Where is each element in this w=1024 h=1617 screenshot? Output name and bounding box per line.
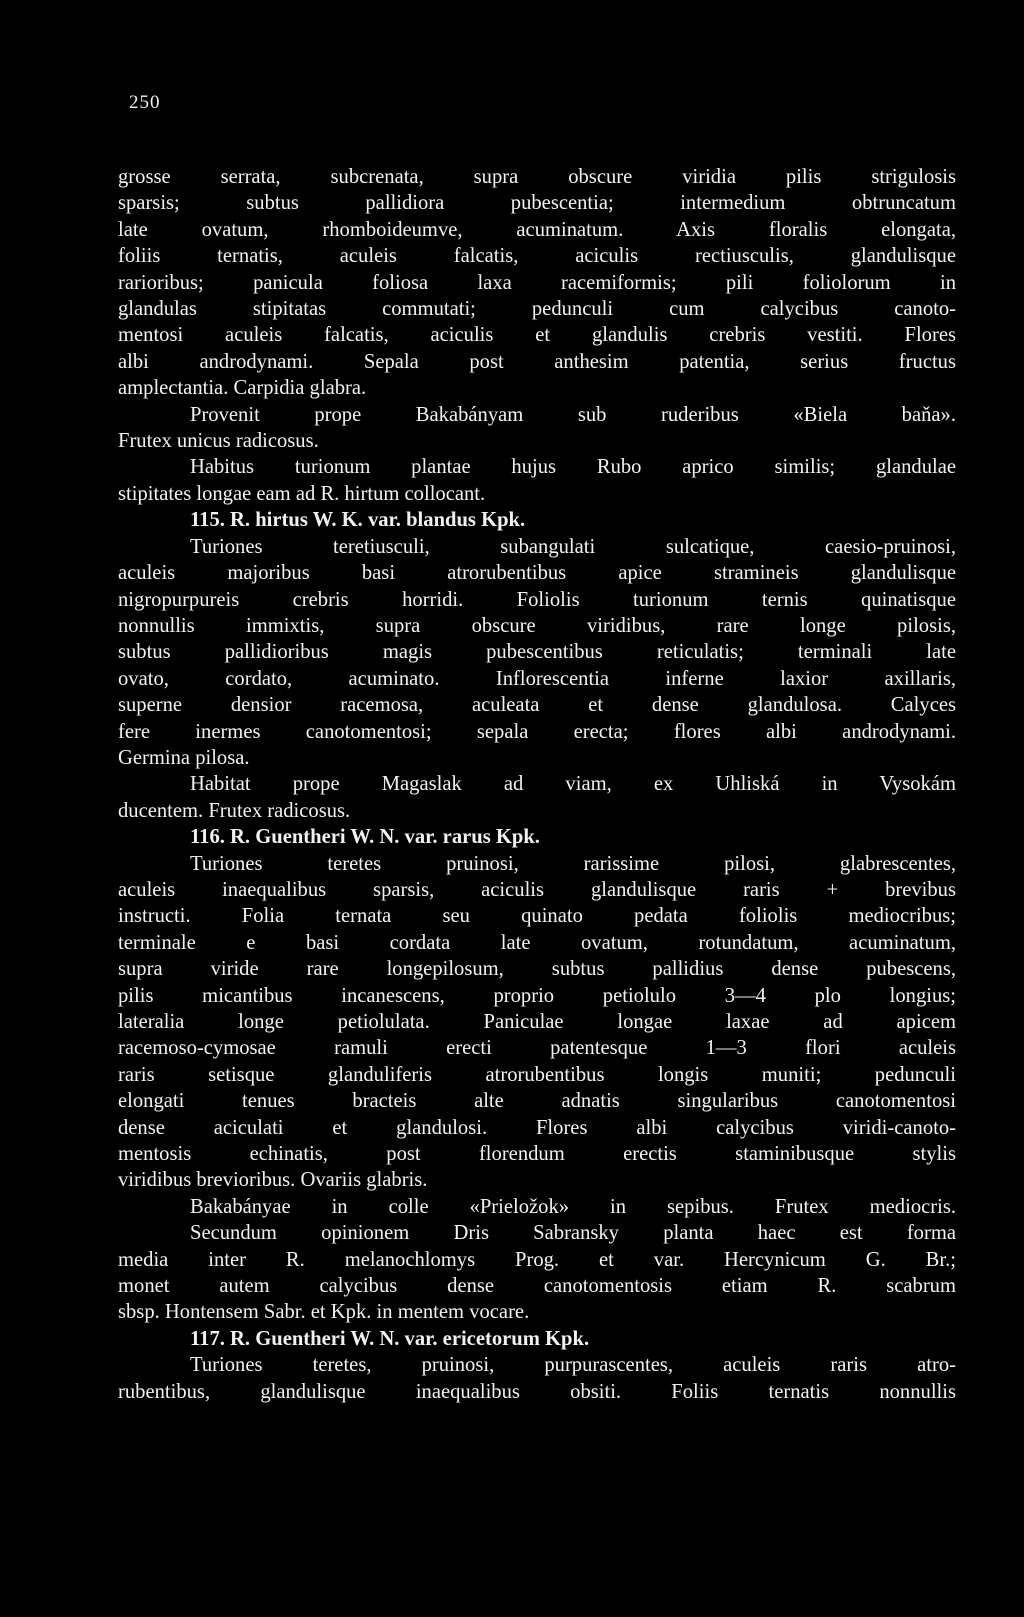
text-line: racemoso-cymosae ramuli erecti patentesque 1—3 flori aculeis [118,1037,956,1060]
text-line: aculeis inaequalibus sparsis, aciculis glandulisque raris + brevibus [118,878,956,901]
text-line: nigropurpureis crebris horridi. Foliolis turionum ternis quinatisque [118,588,956,611]
text-line: aculeis majoribus basi atrorubentibus apice stramineis glandulisque [118,562,956,585]
text-line: grosse serrata, subcrenata, supra obscure viridia pilis strigulosis [118,166,956,188]
text-line: lateralia longe petiolulata. Paniculae longae laxae ad apicem [118,1011,956,1033]
text-line: sparsis; subtus pallidiora pubescentia; intermedium obtruncatum [118,192,956,215]
text-line: fere inermes canotomentosi; sepala erecta; flores albi androdynami. [118,720,956,743]
text-line: amplectantia. Carpidia glabra. [118,377,367,400]
text-line: pilis micantibus incanescens, proprio petiolulo 3—4 plo longius; [118,984,956,1007]
text-line: Turiones teretiusculi, subangulati sulcatique, caesio-pruinosi, [190,535,956,558]
text-line: Turiones teretes, pruinosi, purpurascentes, aculeis raris atro- [190,1354,956,1377]
species-heading: 116. R. Guentheri W. N. var. rarus Kpk. [190,826,540,849]
text-line: rarioribus; panicula foliosa laxa racemiformis; pili foliolorum in [118,271,956,294]
text-line: foliis ternatis, aculeis falcatis, aciculis rectiusculis, glandulisque [118,245,956,268]
species-heading: 115. R. hirtus W. K. var. blandus Kpk. [190,509,526,532]
text-line: Germina pilosa. [118,746,250,769]
text-line: glandulas stipitatas commutati; pedunculi cum calycibus canoto- [118,298,956,321]
text-line: instructi. Folia ternata seu quinato pedata foliolis mediocribus; [118,905,956,928]
text-line: Secundum opinionem Dris Sabransky planta haec est forma [190,1222,956,1245]
text-line: nonnullis immixtis, supra obscure viridibus, rare longe pilosis, [118,614,956,637]
page-number: 250 [129,92,161,113]
text-line: monet autem calycibus dense canotomentosis etiam R. scabrum [118,1275,956,1298]
text-line: Habitat prope Magaslak ad viam, ex Uhliská in Vysokám [190,773,956,796]
text-line: ovato, cordato, acuminato. Inflorescentia inferne laxior axillaris, [118,667,956,690]
text-line: viridibus brevioribus. Ovariis glabris. [118,1169,428,1192]
text-line: mentosis echinatis, post florendum erectis staminibusque stylis [118,1143,956,1166]
text-line: albi androdynami. Sepala post anthesim patentia, serius fructus [118,350,956,373]
species-heading: 117. R. Guentheri W. N. var. ericetorum Kpk. [190,1327,590,1350]
text-line: Frutex unicus radicosus. [118,430,319,453]
text-line: dense aciculati et glandulosi. Flores albi calycibus viridi-canoto- [118,1116,956,1139]
text-line: superne densior racemosa, aculeata et dense glandulosa. Calyces [118,694,956,717]
text-line: terminale e basi cordata late ovatum, rotundatum, acuminatum, [118,931,956,954]
text-line: Habitus turionum plantae hujus Rubo aprico similis; glandulae [190,456,956,479]
text-line: rubentibus, glandulisque inaequalibus obsiti. Foliis ternatis nonnullis [118,1380,956,1403]
text-line: supra viride rare longepilosum, subtus pallidius dense pubescens, [118,958,956,981]
text-line: elongati tenues bracteis alte adnatis singularibus canotomentosi [118,1090,956,1113]
text-line: ducentem. Frutex radicosus. [118,799,351,822]
text-line: Turiones teretes pruinosi, rarissime pilosi, glabrescentes, [190,852,956,875]
text-line: raris setisque glanduliferis atrorubentibus longis muniti; pedunculi [118,1063,956,1086]
text-line: stipitates longae eam ad R. hirtum collocant. [118,482,486,505]
text-line: Bakabányae in colle «Prieložok» in sepibus. Frutex mediocris. [190,1195,956,1218]
body-text [118,164,956,1405]
text-line: late ovatum, rhomboideumve, acuminatum. Axis floralis elongata, [118,218,956,241]
text-line: media inter R. melanochlomys Prog. et var. Hercynicum G. Br.; [118,1248,956,1271]
text-line: mentosi aculeis falcatis, aciculis et glandulis crebris vestiti. Flores [118,324,956,347]
text-line: Provenit prope Bakabányam sub ruderibus «Biela baňa». [190,403,956,426]
text-line: subtus pallidioribus magis pubescentibus reticulatis; terminali late [118,641,956,664]
text-line: sbsp. Hontensem Sabr. et Kpk. in mentem vocare. [118,1301,530,1324]
